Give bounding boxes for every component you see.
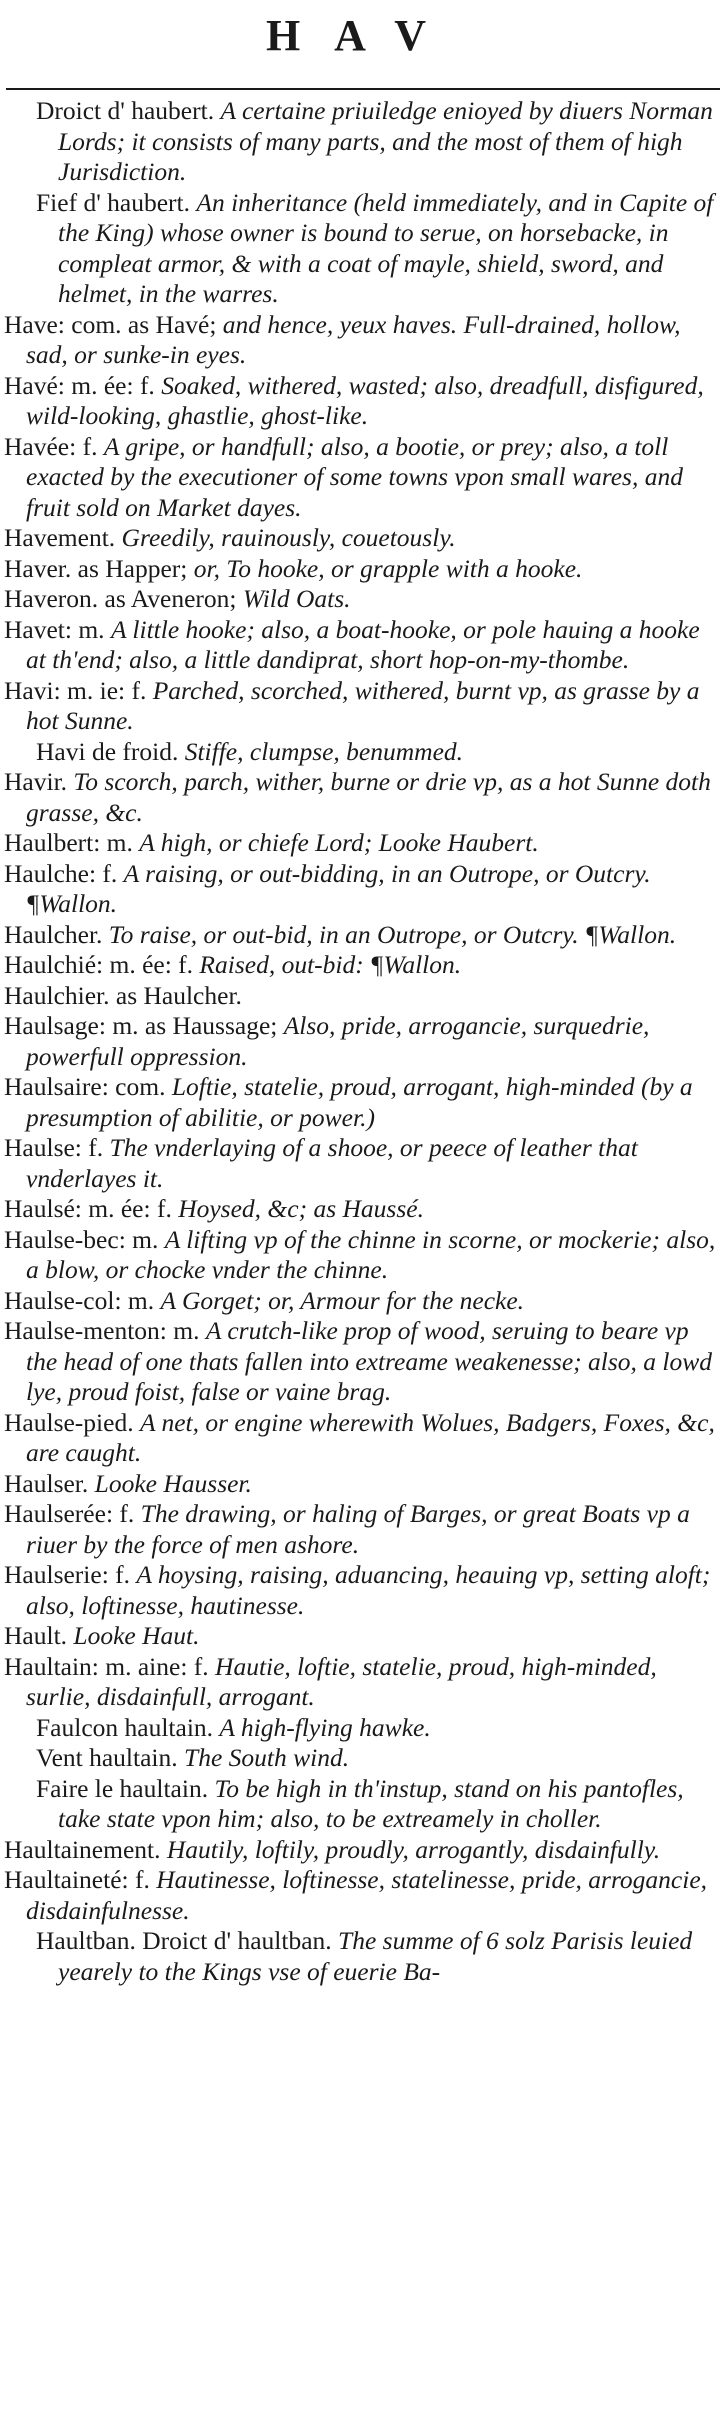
entry-definition: To scorch, parch, wither, burne or drie vp, as a hot Sunne doth grasse, &c.: [26, 767, 711, 827]
entry-definition: The South wind.: [184, 1743, 350, 1772]
entry-headword: Haulse-bec: m.: [4, 1224, 159, 1254]
dictionary-entry: [0, 1072, 726, 1133]
entry-headword: Haulse-menton: m.: [4, 1316, 200, 1345]
dictionary-entry: [0, 1286, 726, 1317]
dictionary-entry: [0, 1316, 726, 1408]
entry-definition: A high-flying hawke.: [219, 1712, 431, 1742]
entry-headword: Havée: f.: [4, 431, 98, 461]
entry-headword: Haulse: f.: [4, 1133, 104, 1162]
dictionary-entry: [0, 676, 726, 737]
dictionary-entry: [0, 1774, 726, 1835]
dictionary-entry: [0, 828, 726, 859]
entry-headword: Havé: m. ée: f.: [4, 370, 155, 400]
dictionary-entry: [0, 1225, 726, 1286]
entry-definition: A crutch-like prop of wood, seruing to beare vp the head of one thats fallen into extreame weakenesse; also, a lowd lye, proud foist, false or vaine brag.: [26, 1316, 712, 1406]
entry-definition: Greedily, rauinously, couetously.: [121, 523, 456, 552]
entry-headword: Haultaineté: f.: [4, 1865, 150, 1894]
entry-headword: Haulche: f.: [4, 858, 118, 888]
entry-headword: Haulsage: m. as Haussage;: [4, 1011, 278, 1040]
entry-headword: Havi de froid.: [36, 736, 179, 766]
entry-definition: Hautie, loftie, statelie, proud, high-minded, surlie, disdainfull, arrogant.: [26, 1651, 657, 1711]
dictionary-entry: [0, 1926, 726, 1987]
entry-definition: A hoysing, raising, aduancing, heauing vp, setting aloft; also, loftinesse, hautinesse.: [26, 1560, 711, 1620]
dictionary-entry: [0, 371, 726, 432]
entry-definition: A certaine priuiledge enioyed by diuers Norman Lords; it consists of many parts, and the most of them of high Jurisdiction.: [58, 96, 713, 186]
entry-headword: Haver. as Happer;: [4, 553, 188, 583]
entry-definition: Looke Hausser.: [94, 1468, 252, 1498]
entry-headword: Haulcher.: [4, 919, 103, 949]
entry-headword: Hault.: [4, 1621, 68, 1650]
entry-headword: Havir.: [4, 767, 68, 796]
entry-definition: A little hooke; also, a boat-hooke, or pole hauing a hooke at th'end; also, a little dandiprat, short hop-on-my-thombe.: [26, 614, 700, 674]
entry-headword: Haultban. Droict d' haultban.: [36, 1926, 332, 1955]
dictionary-entry: [0, 1743, 726, 1774]
dictionary-entry: [0, 950, 726, 981]
entries-list: [0, 96, 726, 2426]
page-header: HAV: [265, 11, 461, 60]
entry-headword: Havement.: [4, 523, 116, 552]
entry-definition: The drawing, or haling of Barges, or great Boats vp a riuer by the force of men ashore.: [26, 1499, 690, 1559]
entry-definition: Looke Haut.: [73, 1621, 200, 1650]
entry-headword: Fief d' haubert.: [36, 187, 191, 217]
entry-definition: A raising, or out-bidding, in an Outrope, or Outcry. ¶Wallon.: [26, 858, 651, 918]
entry-definition: A Gorget; or, Armour for the necke.: [160, 1285, 525, 1315]
entry-definition: To be high in th'instup, stand on his pantofles, take state vpon him; also, to be extreamely in choller.: [58, 1773, 684, 1833]
entry-definition: The vnderlaying of a shooe, or peece of leather that vnderlayes it.: [26, 1133, 638, 1193]
entry-definition: A high, or chiefe Lord; Looke Haubert.: [139, 828, 539, 857]
entry-definition: or, To hooke, or grapple with a hooke.: [193, 553, 583, 583]
dictionary-entry: [0, 1865, 726, 1926]
entry-headword: Haultainement.: [4, 1834, 161, 1864]
entry-definition: A lifting vp of the chinne in scorne, or mockerie; also, a blow, or chocke vnder the chinne.: [26, 1224, 716, 1284]
dictionary-entry: [0, 1499, 726, 1560]
entry-definition: Stiffe, clumpse, benummed.: [184, 736, 464, 766]
entry-headword: Haulbert: m.: [4, 828, 133, 857]
entry-definition: Also, pride, arrogancie, surquedrie, powerfull oppression.: [26, 1011, 650, 1071]
dictionary-entry: [0, 981, 726, 1012]
dictionary-entry: [0, 1011, 726, 1072]
entry-definition: A gripe, or handfull; also, a bootie, or prey; also, a toll exacted by the executioner of some towns vpon small wares, and fruit sold on Market dayes.: [26, 431, 683, 522]
entry-definition: Soaked, withered, wasted; also, dreadfull, disfigured, wild-looking, ghastlie, ghost-like.: [26, 370, 704, 430]
dictionary-entry: [0, 737, 726, 768]
entry-headword: Haulse-pied.: [4, 1407, 134, 1437]
entry-definition: Hoysed, &c; as Haussé.: [178, 1194, 424, 1223]
entry-headword: Haveron. as Aveneron;: [4, 584, 237, 613]
entry-headword: Vent haultain.: [36, 1743, 178, 1772]
dictionary-entry: [0, 615, 726, 676]
entry-definition: An inheritance (held immediately, and in Capite of the King) whose owner is bound to serue, on horsebacke, in compleat armor, & with a coat of mayle, shield, sword, and helmet, in the warres.: [58, 187, 714, 308]
dictionary-entry: [0, 523, 726, 554]
dictionary-entry: [0, 1194, 726, 1225]
dictionary-entry: [0, 584, 726, 615]
header-rule: [6, 88, 720, 90]
entry-definition: Loftie, statelie, proud, arrogant, high-minded (by a presumption of abilitie, or power.): [26, 1072, 693, 1132]
entry-headword: Havet: m.: [4, 614, 105, 644]
entry-headword: Droict d' haubert.: [36, 96, 215, 125]
entry-definition: Parched, scorched, withered, burnt vp, as grasse by a hot Sunne.: [26, 675, 700, 735]
dictionary-entry: [0, 1133, 726, 1194]
entry-definition: The summe of 6 solz Parisis leuied yearely to the Kings vse of euerie Ba-: [58, 1926, 693, 1986]
entry-headword: Faire le haultain.: [36, 1773, 209, 1803]
dictionary-entry: [0, 1835, 726, 1866]
dictionary-entry: [0, 767, 726, 828]
dictionary-entry: [0, 188, 726, 310]
entry-definition: and hence, yeux haves. Full-drained, hollow, sad, or sunke-in eyes.: [26, 309, 681, 369]
dictionary-entry: [0, 1652, 726, 1713]
entry-headword: Haulchié: m. ée: f.: [4, 950, 194, 979]
entry-definition: Hautily, loftily, proudly, arrogantly, disdainfully.: [166, 1834, 661, 1864]
entry-headword: Haulsé: m. ée: f.: [4, 1194, 172, 1223]
entry-headword: Haulse-col: m.: [4, 1285, 155, 1315]
entry-definition: Raised, out-bid: ¶Wallon.: [199, 950, 462, 979]
entry-headword: Haulserie: f.: [4, 1560, 131, 1589]
entry-headword: Haulsaire: com.: [4, 1072, 166, 1101]
dictionary-entry: [0, 1713, 726, 1744]
dictionary-entry: [0, 96, 726, 188]
entry-definition: Wild Oats.: [242, 584, 351, 613]
dictionary-entry: [0, 554, 726, 585]
entry-definition: To raise, or out-bid, in an Outrope, or Outcry. ¶Wallon.: [108, 919, 677, 949]
dictionary-entry: [0, 432, 726, 524]
entry-definition: A net, or engine wherewith Wolues, Badgers, Foxes, &c, are caught.: [26, 1407, 715, 1467]
dictionary-entry: [0, 859, 726, 920]
entry-headword: Have: com. as Havé;: [4, 309, 217, 339]
dictionary-entry: [0, 920, 726, 951]
entry-headword: Faulcon haultain.: [36, 1712, 214, 1742]
dictionary-entry: [0, 310, 726, 371]
entry-headword: Haulchier. as Haulcher.: [4, 980, 242, 1010]
entry-definition: Hautinesse, loftinesse, statelinesse, pride, arrogancie, disdainfulnesse.: [26, 1865, 708, 1925]
dictionary-entry: [0, 1560, 726, 1621]
dictionary-entry: [0, 1408, 726, 1469]
dictionary-entry: [0, 1621, 726, 1652]
entry-headword: Haultain: m. aine: f.: [4, 1651, 209, 1681]
entry-headword: Havi: m. ie: f.: [4, 675, 147, 705]
entry-headword: Haulserée: f.: [4, 1499, 135, 1528]
dictionary-entry: [0, 1469, 726, 1500]
entry-headword: Haulser.: [4, 1468, 89, 1498]
